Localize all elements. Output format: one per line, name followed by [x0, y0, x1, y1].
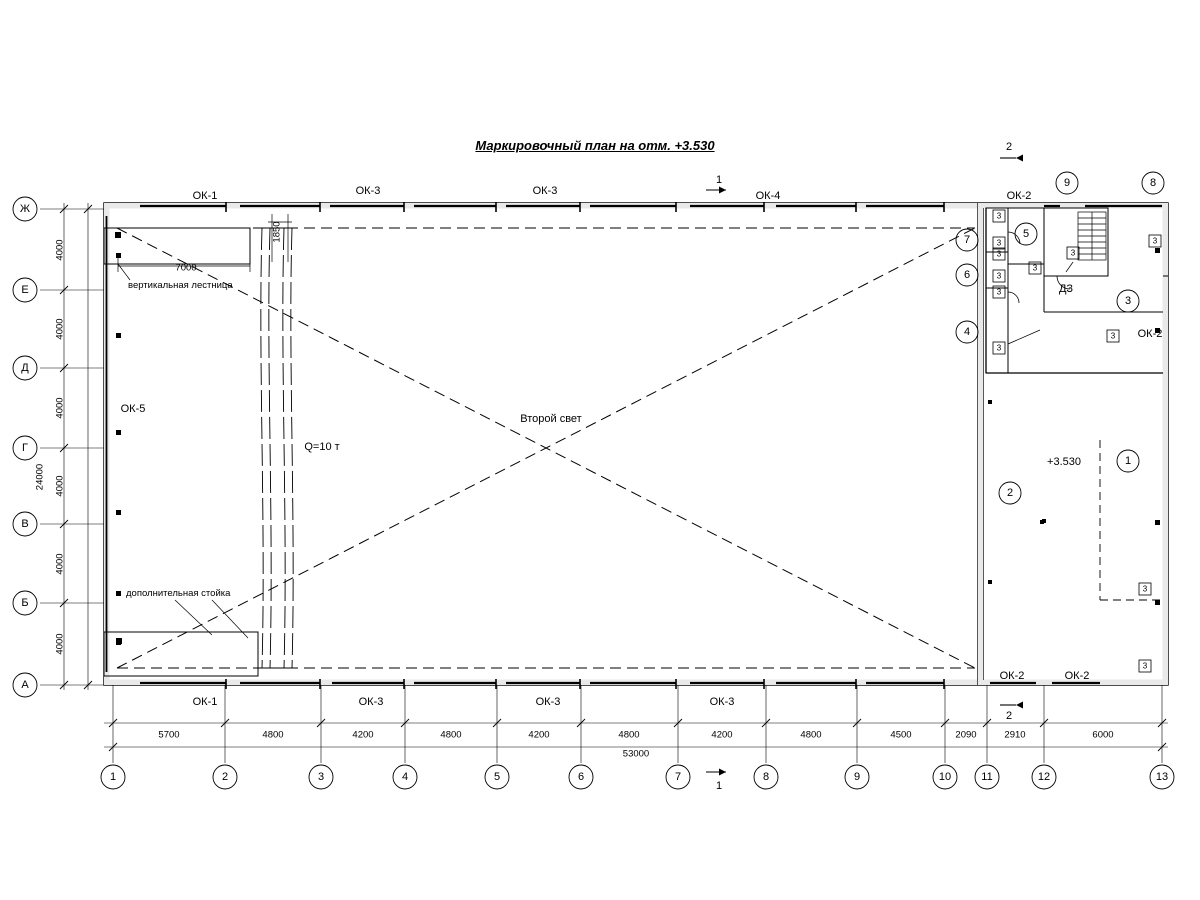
dimension-value: 2910 [1004, 729, 1026, 741]
finish-mark: 3 [996, 287, 1002, 297]
room-number: 8 [1149, 177, 1157, 189]
axis-label-col: 6 [577, 771, 585, 783]
dimension-value: 4000 [54, 239, 66, 261]
note-extra-post: дополнительная стойка [126, 588, 231, 599]
window-mark: ОК-3 [532, 185, 558, 197]
axis-label-col: 8 [762, 771, 770, 783]
finish-mark: 3 [996, 249, 1002, 259]
axis-label-col: 3 [317, 771, 325, 783]
dim-1850: 1850 [271, 221, 283, 243]
axis-label-col: 1 [109, 771, 117, 783]
dimension-value: 4000 [54, 553, 66, 575]
finish-mark: 3 [1142, 584, 1148, 594]
axis-label-row: Б [21, 597, 29, 609]
axis-label-col: 10 [938, 771, 952, 783]
dimension-value: 4000 [54, 633, 66, 655]
window-mark: ОК-3 [535, 696, 561, 708]
dimension-total: 24000 [34, 463, 46, 491]
window-mark: ОК-2 [1064, 670, 1090, 682]
axis-label-col: 12 [1037, 771, 1051, 783]
second-light-label: Второй свет [520, 413, 582, 425]
dimension-value: 4000 [54, 397, 66, 419]
finish-mark: 3 [1142, 661, 1148, 671]
axis-label-col: 11 [981, 771, 993, 783]
dimension-value: 4500 [890, 729, 912, 741]
axis-label-row: В [21, 518, 29, 530]
section-mark: 2 [1005, 710, 1013, 722]
drawing-title: Маркировочный план на отм. +3.530 [475, 138, 715, 153]
room-number: 1 [1124, 455, 1132, 467]
room-number: 9 [1063, 177, 1071, 189]
window-mark: ОК-3 [709, 696, 735, 708]
dimension-value: 4000 [54, 318, 66, 340]
window-mark: ОК-5 [120, 403, 146, 415]
dimension-value: 6000 [1092, 729, 1114, 741]
axis-label-col: 7 [674, 771, 682, 783]
section-mark: 2 [1005, 141, 1013, 153]
finish-mark: 3 [996, 271, 1002, 281]
crane-capacity-label: Q=10 т [304, 441, 340, 453]
room-number: 7 [963, 234, 971, 246]
room-number: 4 [963, 326, 971, 338]
dimension-value: 4800 [440, 729, 462, 741]
dimension-value: 4800 [800, 729, 822, 741]
dimension-value: 4200 [711, 729, 733, 741]
axis-label-row: А [21, 679, 29, 691]
dimension-value: 4200 [528, 729, 550, 741]
level-mark: +3.530 [1047, 456, 1081, 468]
finish-mark: 3 [996, 238, 1002, 248]
dimension-value: 5700 [158, 729, 180, 741]
axis-label-col: 4 [401, 771, 409, 783]
dimension-total: 53000 [622, 748, 650, 760]
axis-label-col: 13 [1155, 771, 1169, 783]
room-number: 6 [963, 269, 971, 281]
axis-label-row: Д [21, 362, 29, 374]
window-mark: ОК-1 [192, 696, 218, 708]
finish-mark: 3 [1152, 236, 1158, 246]
finish-mark: 3 [1032, 263, 1038, 273]
window-mark: ОК-2 [1006, 190, 1032, 202]
finish-mark: 3 [1070, 248, 1076, 258]
window-mark: ОК-2 [999, 670, 1025, 682]
room-number: 3 [1124, 295, 1132, 307]
axis-label-row: Ж [19, 203, 31, 215]
finish-mark: 3 [996, 343, 1002, 353]
dimension-value: 4800 [262, 729, 284, 741]
room-number: 5 [1022, 228, 1030, 240]
section-mark: 1 [715, 780, 723, 792]
dimension-value: 2090 [955, 729, 977, 741]
window-mark: ОК-3 [355, 185, 381, 197]
axis-label-col: 9 [853, 771, 861, 783]
finish-mark: 3 [996, 211, 1002, 221]
room-number: 2 [1006, 487, 1014, 499]
dimension-value: 4200 [352, 729, 374, 741]
window-mark: ОК-4 [755, 190, 781, 202]
section-mark: 1 [715, 174, 723, 186]
dim-7000: 7000 [175, 262, 197, 274]
finish-mark: 3 [1110, 331, 1116, 341]
window-mark: ОК-3 [358, 696, 384, 708]
axis-label-row: Г [22, 442, 28, 454]
axis-label-row: Е [21, 284, 29, 296]
dimension-value: 4000 [54, 475, 66, 497]
dimension-value: 4800 [618, 729, 640, 741]
axis-label-col: 5 [493, 771, 501, 783]
window-mark: ОК-2 [1137, 328, 1163, 340]
door-label: ДЗ [1058, 283, 1074, 295]
window-mark: ОК-1 [192, 190, 218, 202]
axis-label-col: 2 [221, 771, 229, 783]
note-vertical-ladder: вертикальная лестница [128, 280, 233, 291]
